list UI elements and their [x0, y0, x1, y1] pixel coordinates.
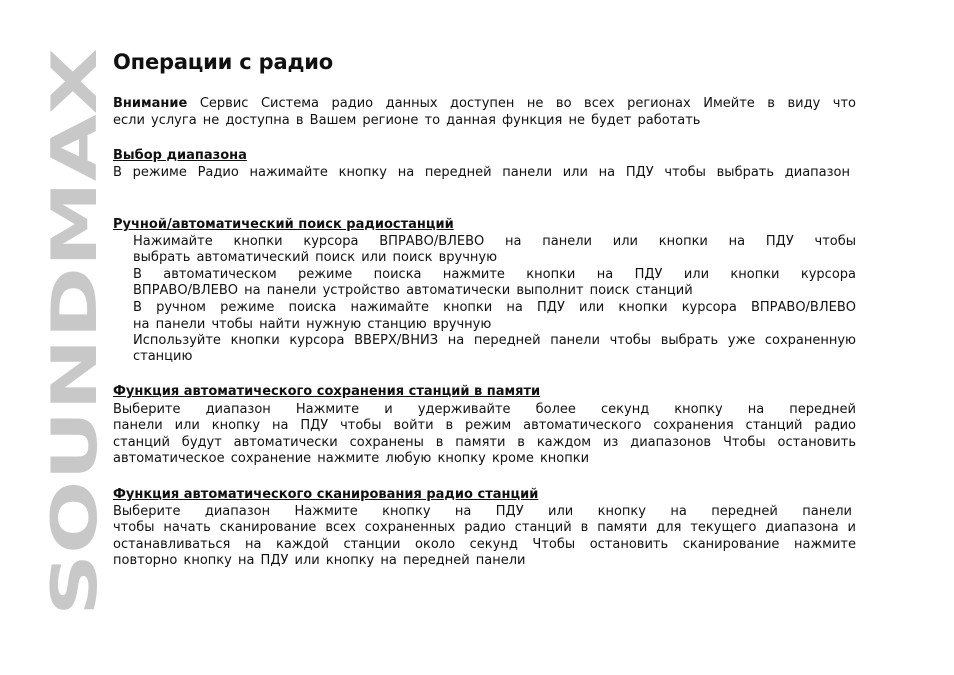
search-line: В ручном режиме поиска нажимайте кнопки на ПДУ или кнопки курсора ВПРАВО/ВЛЕВО — [133, 300, 856, 315]
autoscan-heading: Функция автоматического сканирования радио станций — [113, 487, 539, 502]
search-line: на панели чтобы найти нужную станцию вручную — [133, 317, 492, 332]
brand-logo-graphic — [38, 44, 111, 616]
search-line: станцию — [133, 349, 193, 364]
autosave-line: панели или кнопку на ПДУ чтобы войти в режим автоматического сохранения станций радио — [113, 418, 856, 433]
autoscan-line: повторно кнопку на ПДУ или кнопку на передней панели — [113, 553, 526, 568]
search-heading: Ручной/автоматический поиск радиостанций — [113, 217, 454, 232]
autoscan-line: Выберите диапазон Нажмите кнопку на ПДУ или кнопку на передней панели — [113, 504, 852, 519]
notice-line-1 — [113, 95, 856, 112]
autosave-line: автоматическое сохранение нажмите любую кнопку кроме кнопки — [113, 451, 590, 466]
notice-text: Сервис Система радио данных доступен не во всех регионах Имейте в виду что — [199, 96, 857, 111]
search-line: ВПРАВО/ВЛЕВО на панели устройство автоматически выполнит поиск станций — [133, 283, 693, 298]
search-line: Используйте кнопки курсора ВВЕРХ/ВНИЗ на передней панели чтобы выбрать уже сохраненную — [133, 333, 856, 348]
autoscan-line: чтобы начать сканирование всех сохраненных радио станций в памяти для текущего диапазона и — [113, 520, 856, 535]
page-title: Операции с радио — [113, 50, 333, 74]
notice-line-2: если услуга не доступна в Вашем регионе то данная функция не будет работать — [113, 113, 701, 128]
autosave-line: Выберите диапазон Нажмите и удерживайте более секунд кнопку на передней — [113, 402, 856, 417]
brand-logo-text: SOUNDMAX — [38, 207, 111, 616]
search-line: выбрать автоматический поиск или поиск вручную — [133, 250, 498, 265]
band-heading: Выбор диапазона — [113, 148, 247, 163]
search-line: Нажимайте кнопки курсора ВПРАВО/ВЛЕВО на панели или кнопки на ПДУ чтобы — [133, 234, 856, 249]
autoscan-line: останавливаться на каждой станции около секунд Чтобы остановить сканирование нажмите — [113, 537, 856, 552]
notice-label: Внимание — [113, 96, 188, 111]
band-line-1: В режиме Радио нажимайте кнопку на передней панели или на ПДУ чтобы выбрать диапазон — [113, 165, 850, 180]
brand-logo — [38, 44, 111, 616]
autosave-heading: Функция автоматического сохранения станций в памяти — [113, 384, 541, 399]
autosave-line: станций будут автоматически сохранены в памяти в каждом из диапазонов Чтобы остановить — [113, 435, 856, 450]
search-line: В автоматическом режиме поиска нажмите кнопки на ПДУ или кнопки курсора — [133, 267, 856, 282]
